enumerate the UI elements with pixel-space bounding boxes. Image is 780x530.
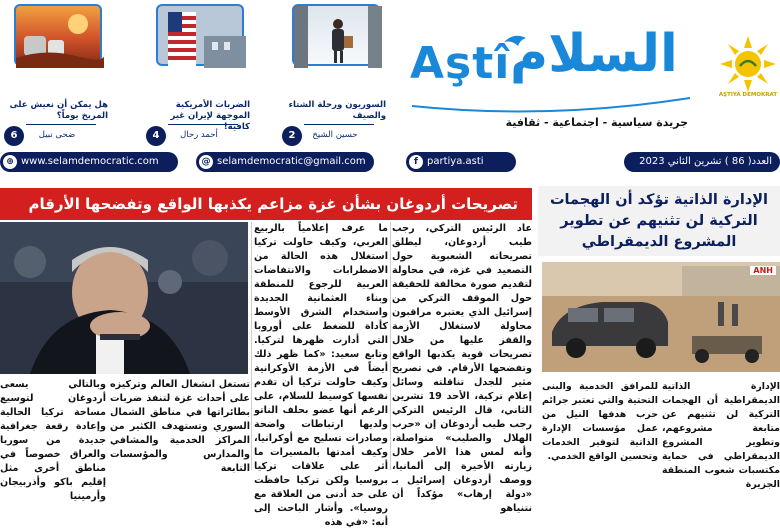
email-pill[interactable] xyxy=(196,152,374,172)
teaser-strip xyxy=(0,0,392,150)
issue-date-text: العدد( 86 ) تشرين الثاني 2023 xyxy=(639,156,772,167)
column-rule xyxy=(390,222,391,470)
teaser-caption: السوريون ورحلة الشتاء والصيف xyxy=(288,100,386,121)
side-story-column-1: الإدارة الذاتية الديمقراطية أن الهجمات التركية لن تثنيهم عن متابعة مشروعهم، وتطوير المشروع الديمقراطي في حماية مكتسبات شعوب المنطقة الجزيرة xyxy=(662,381,780,490)
email-icon: @ xyxy=(199,155,213,169)
side-story-headline[interactable]: الإدارة الذاتية تؤكد أن الهجمات التركية لن تثنيهم عن تطوير المشروع الديمقراطي xyxy=(538,186,780,256)
teaser-divider xyxy=(304,124,374,125)
main-story-column-1: عاد الرئيس التركي، رجب طيب أردوغان، ليطلق تصريحاته الشعبوية حول التصعيد في غزة، في محاولة لتقديم صورة مخالفة للحقيقة حول الموقف التركي من إسرائيل الذي يعتبره مراقبون محاولة لاستغلال الأزمة والقفز عليها من خلال تصريحات قوية يكذبها الواقع وتفضحها الأرقام. في تصريح مثير للجدل تناقلته وسائل إعلام تركية، الأحد 19 تشرين الثاني، قال الرئيس التركي رجب طيب أردوغان إن «حرب الهلال والصليب» متواصلة، وأنه لمس هذا الأمر خلال زيارته الأخيرة إلى ألمانيا، ووصف أردوغان إسرائيل بـ «دولة إرهاب» مؤكداً أن نتنياهو xyxy=(392,223,532,514)
teaser-caption: الضربات الأمريكية الموجهة لإيران غير كافية! xyxy=(170,100,250,132)
party-name-text: AŞTIYA DEMOKRAT xyxy=(718,92,778,98)
teaser-us-strikes[interactable] xyxy=(152,4,250,146)
website-text: www.selamdemocratic.com xyxy=(21,156,159,167)
teaser-divider xyxy=(26,124,96,125)
teaser-thumb-mars xyxy=(14,4,102,66)
info-bar xyxy=(0,152,780,172)
teaser-author: ضحى نبيل xyxy=(38,130,76,140)
teaser-thumb-winter xyxy=(292,4,380,66)
facebook-text: partiya.asti xyxy=(427,156,484,167)
main-story-photo xyxy=(0,222,248,374)
facebook-pill[interactable] xyxy=(406,152,516,172)
side-story-column-2: للمرافق الخدمية والبنى التحتية والتي تعتبر جرائم حرب هدفها النيل من عمل مؤسسات الإدارة الذاتية لتوفير الخدمات وتحسين الواقع الخدمي. xyxy=(542,381,658,462)
teaser-author: حسين الشيخ xyxy=(312,130,358,140)
party-sun-logo-icon xyxy=(718,22,778,117)
masthead-logo-latin: Aştî xyxy=(410,38,511,89)
teaser-divider xyxy=(168,124,238,125)
snow-scene-illustration xyxy=(294,6,382,68)
destroyed-vehicles-illustration xyxy=(542,262,780,372)
mars-colony-illustration xyxy=(16,6,104,68)
side-story-photo xyxy=(542,262,780,372)
erdogan-photo-illustration xyxy=(0,222,248,374)
photo-agency-badge: ANH xyxy=(750,266,776,275)
globe-icon: ⊕ xyxy=(3,155,17,169)
teaser-thumb-us-strikes xyxy=(156,4,244,66)
main-story-column-4: وبالتالي يسعى أردوغان لتوسيع مساحة تركيا الحالية وإعادة رقعة جغرافية جديدة من سوريا والعراق خصوصاً في مناطق أخرى مثل إقليم باكو وأذربيجان وأرمينيا xyxy=(0,379,106,502)
teaser-page-number: 2 xyxy=(282,126,302,146)
teaser-caption: هل يمكن أن نعيش على المريخ يوماً؟ xyxy=(9,100,108,121)
teaser-mars[interactable] xyxy=(9,4,108,146)
us-flag-illustration xyxy=(158,6,246,68)
masthead-logo-arabic: السلام xyxy=(510,24,678,84)
main-story-column-3: تستغل انشغال العالم وتركيزه على أحداث غزة لتنفذ ضربات بطائراتها في مناطق الشمال السوري وتستهدف الكثير من المراكز الخدمية والمشافي والمدارس والمؤسسات التابعة xyxy=(110,379,250,474)
teaser-page-number: 6 xyxy=(4,126,24,146)
facebook-icon: f xyxy=(409,155,423,169)
teaser-syrians-winter[interactable] xyxy=(288,4,386,146)
email-text: selamdemocratic@gmail.com xyxy=(217,156,366,167)
issue-pill xyxy=(624,152,780,172)
website-pill[interactable] xyxy=(0,152,178,172)
main-story-column-2: ما عرف إعلامياً بالربيع العربي، وكيف حاولت تركيا استغلال هذه الحالة من الاضطرابات والانتفاضات العربية للرجوع للمنطقة وبناء العثمانية الجديدة واستخدام الشرق الأوسط كأداة للضغط على أوروبا التي أدارت ظهرها لتركيا. وتابع سعيد: «كما ظهر ذلك أيضاً في الأزمة الأوكرانية وكيف حاولت تركيا أن تقدم نفسها كوسيط للسلام، على الرغم أنها عضو بحلف الناتو ولديها ارتباطات واضحة وصادرات تسليح مع أوكرانيا، وكيف أمدتها بالمسيرات ما أثر على علاقات تركيا بروسيا ولكن تركيا حافظت على حد أدنى من العلاقة مع روسيا». وأشار الباحث إلى أنه: «في هذه xyxy=(254,223,388,528)
teaser-page-number: 4 xyxy=(146,126,166,146)
teaser-author: أحمد رحال xyxy=(180,130,218,140)
column-rule xyxy=(251,222,252,470)
main-story-headline[interactable]: تصريحات أردوغان بشأن غزة مزاعم يكذبها الواقع وتفضحها الأرقام xyxy=(0,188,532,220)
masthead-subtitle: جريدة سياسية - اجتماعية - ثقافية xyxy=(505,116,688,129)
